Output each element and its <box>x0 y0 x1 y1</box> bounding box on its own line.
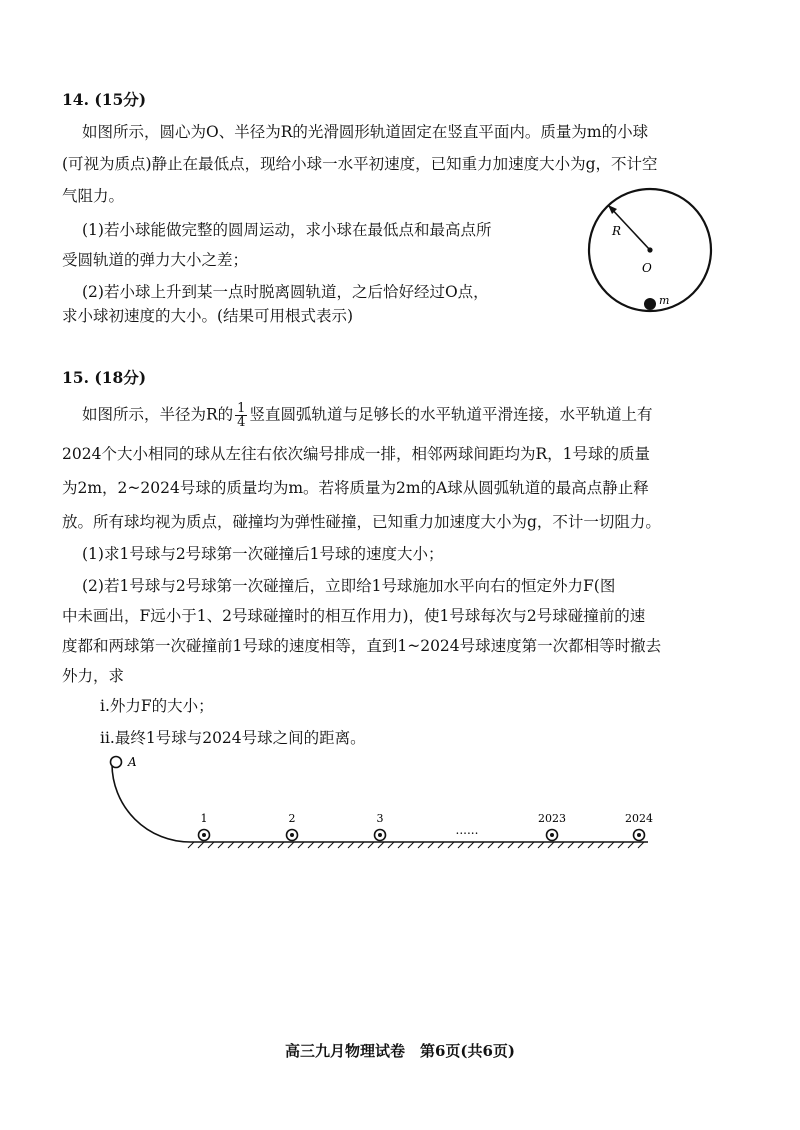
q15-line-8: 度都和两球第一次碰撞前1号球的速度相等，直到1~2024号球速度第一次都相等时撤去 <box>62 637 662 655</box>
q15-line-1-suffix: 竖直圆弧轨道与足够长的水平轨道平滑连接，水平轨道上有 <box>249 405 653 424</box>
q15-line-5: (1)求1号球与2号球第一次碰撞后1号球的速度大小； <box>82 545 444 563</box>
ball-3-label: 3 <box>376 812 384 825</box>
q14-header: 14. (15分) <box>62 90 147 109</box>
ball-2024-label: 2024 <box>625 812 653 825</box>
q15-line-11: ⅱ.最终1号球与2024号球之间的距离。 <box>100 729 366 747</box>
center-label: O <box>642 261 652 275</box>
fraction-denominator: 4 <box>237 415 246 430</box>
q14-line-4: (1)若小球能做完整的圆周运动，求小球在最低点和最高点所 <box>82 221 492 239</box>
ball-2023-label: 2023 <box>538 812 566 825</box>
q14-line-1: 如图所示，圆心为O、半径为R的光滑圆形轨道固定在竖直平面内。质量为m的小球 <box>82 123 649 141</box>
q15-line-6: (2)若1号球与2号球第一次碰撞后，立即给1号球施加水平向右的恒定外力F(图 <box>82 577 616 595</box>
q14-line-6: (2)若小球上升到某一点时脱离圆轨道，之后恰好经过O点， <box>82 283 489 301</box>
q15-track-figure <box>100 750 680 850</box>
ball-label: m <box>659 294 670 307</box>
q15-line-4: 放。所有球均视为质点，碰撞均为弹性碰撞，已知重力加速度大小为g，不计一切阻力。 <box>62 513 661 531</box>
q15-line-1 <box>82 402 652 429</box>
q15-header: 15. (18分) <box>62 368 147 387</box>
quarter-fraction <box>235 402 247 429</box>
ball-a-label: A <box>128 755 137 769</box>
ball-1-label: 1 <box>200 812 208 825</box>
ball-2024 <box>634 830 645 841</box>
ball-2023 <box>547 830 558 841</box>
track-hatching <box>188 842 644 848</box>
q15-line-10: ⅰ.外力F的大小； <box>100 697 214 715</box>
ball-3 <box>375 830 386 841</box>
q14-line-3: 气阻力。 <box>62 187 125 205</box>
q14-line-5: 受圆轨道的弹力大小之差； <box>62 251 249 269</box>
q15-line-2: 2024个大小相同的球从左往右依次编号排成一排，相邻两球间距均为R，1号球的质量 <box>62 445 650 463</box>
ball-a <box>111 757 122 768</box>
radius-label: R <box>612 224 622 238</box>
fraction-numerator: 1 <box>237 401 246 416</box>
center-point <box>647 247 652 252</box>
page-footer: 高三九月物理试卷 第6页(共6页) <box>284 1042 516 1060</box>
ball-2 <box>287 830 298 841</box>
balls-ellipsis: ...... <box>455 823 479 837</box>
ball-2-label: 2 <box>288 812 296 825</box>
q15-line-1-prefix: 如图所示，半径为R的 <box>82 405 234 424</box>
q15-line-7: 中未画出，F远小于1、2号球碰撞时的相互作用力)，使1号球每次与2号球碰撞前的速 <box>62 607 646 625</box>
q14-circle-figure <box>560 185 760 320</box>
small-ball <box>644 298 656 310</box>
quarter-arc-track <box>112 764 190 842</box>
q15-line-9: 外力，求 <box>62 667 125 685</box>
ball-1 <box>199 830 210 841</box>
q15-line-3: 为2m，2~2024号球的质量均为m。若将质量为2m的A球从圆弧轨道的最高点静止释 <box>62 479 649 497</box>
q14-line-2: (可视为质点)静止在最低点，现给小球一水平初速度，已知重力加速度大小为g，不计空 <box>62 155 658 173</box>
q14-line-7: 求小球初速度的大小。(结果可用根式表示) <box>62 307 354 325</box>
